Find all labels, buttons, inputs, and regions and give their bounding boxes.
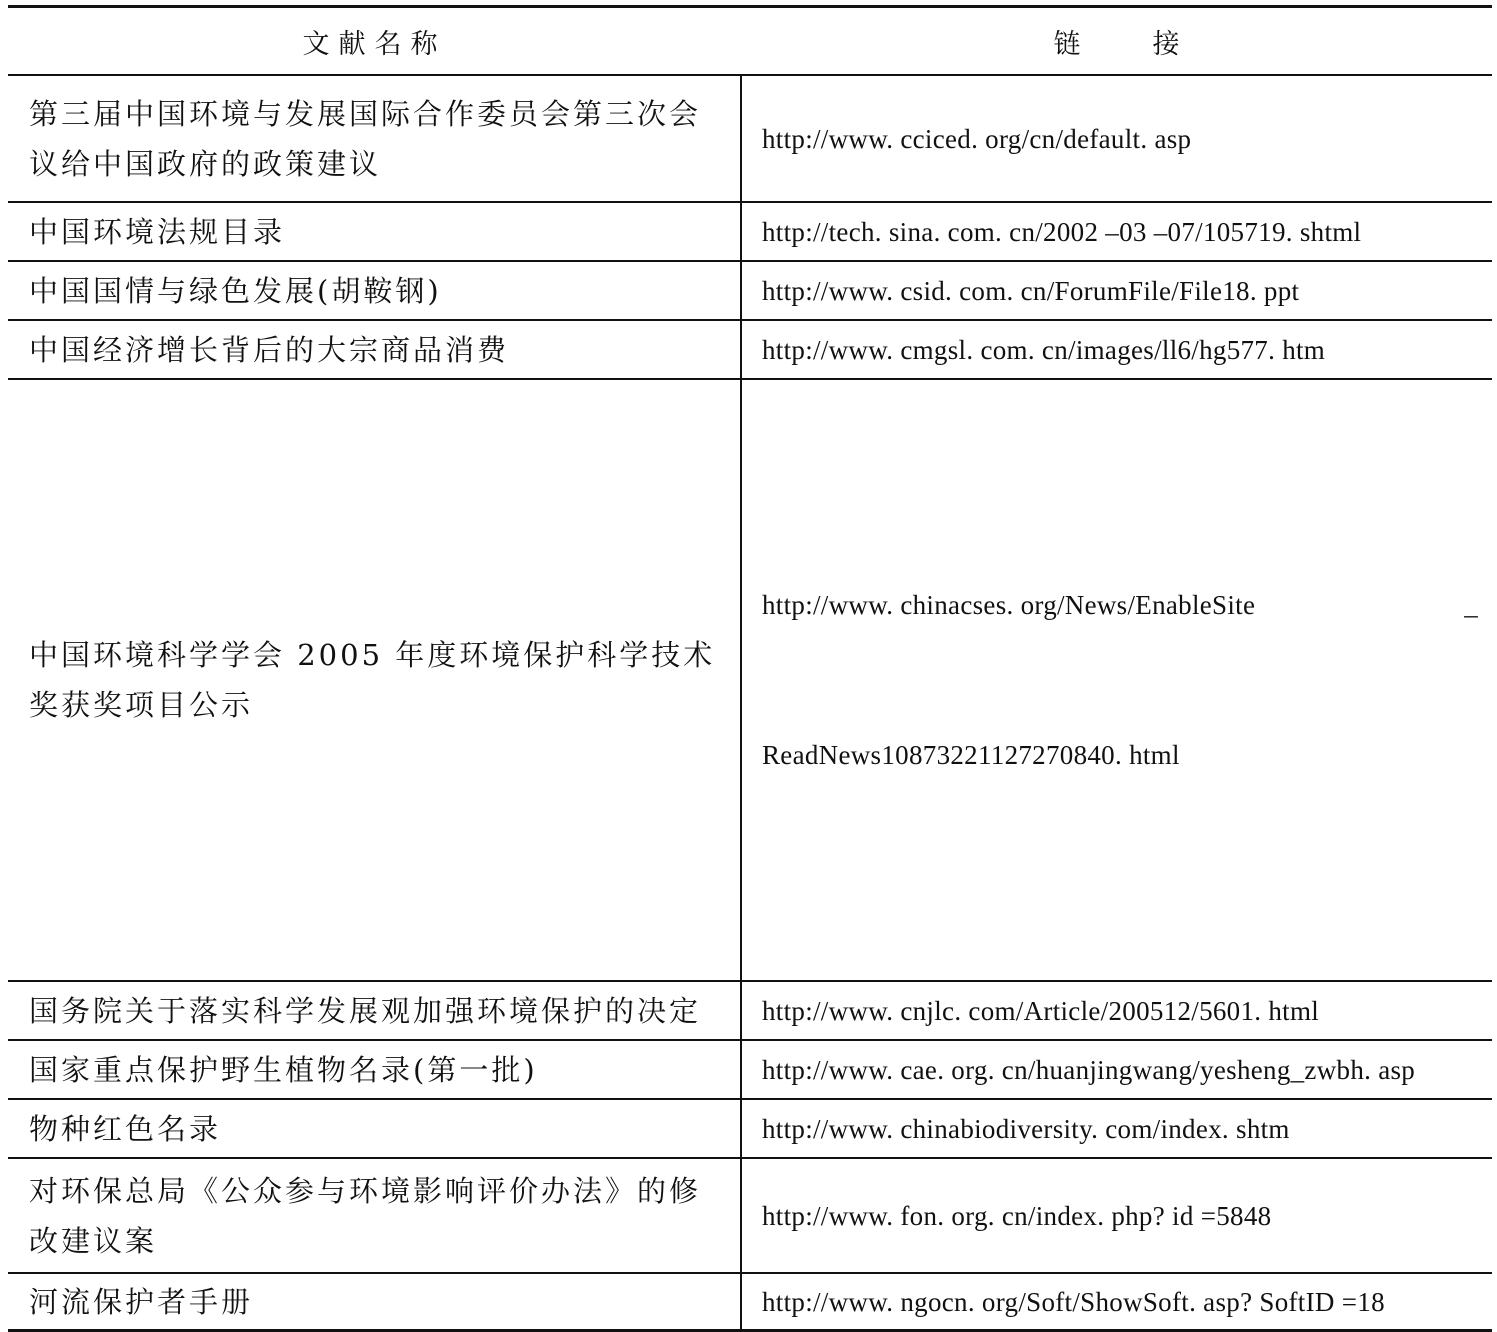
link-line-1-text[interactable]: http://www. chinacses. org/News/EnableSite [762, 590, 1256, 620]
table-header-row [8, 7, 1492, 76]
table-row [8, 981, 1492, 1040]
document-name-cell: 中国国情与绿色发展(胡鞍钢) [8, 261, 741, 320]
reference-table [8, 5, 1492, 1332]
link-cell[interactable]: http://www. cciced. org/cn/default. asp [741, 75, 1492, 202]
table-row [8, 75, 1492, 202]
link-cell[interactable]: http://tech. sina. com. cn/2002 –03 –07/105719. shtml [741, 202, 1492, 261]
link-cell[interactable] [741, 379, 1492, 981]
link-cell[interactable]: http://www. fon. org. cn/index. php? id =5848 [741, 1158, 1492, 1273]
link-cell[interactable]: http://www. chinabiodiversity. com/index. shtm [741, 1099, 1492, 1158]
link-hyphen: _ [1464, 590, 1478, 620]
table-row [8, 1273, 1492, 1331]
table-row [8, 1040, 1492, 1099]
document-name-cell: 中国经济增长背后的大宗商品消费 [8, 320, 741, 379]
link-cell[interactable]: http://www. cnjlc. com/Article/200512/5601. html [741, 981, 1492, 1040]
document-name-cell: 中国环境科学学会 2005 年度环境保护科学技术奖获奖项目公示 [8, 379, 741, 981]
table-row [8, 1099, 1492, 1158]
document-name-cell: 第三届中国环境与发展国际合作委员会第三次会议给中国政府的政策建议 [8, 75, 741, 202]
wrapped-link[interactable] [762, 480, 1484, 880]
link-cell[interactable]: http://www. cae. org. cn/huanjingwang/yesheng_zwbh. asp [741, 1040, 1492, 1099]
header-link: 链接 [741, 7, 1492, 76]
document-name-cell: 河流保护者手册 [8, 1273, 741, 1331]
header-document-name: 文献名称 [8, 7, 741, 76]
table-row [8, 1158, 1492, 1273]
table-row [8, 261, 1492, 320]
link-cell[interactable]: http://www. ngocn. org/Soft/ShowSoft. asp? SoftID =18 [741, 1273, 1492, 1331]
table-row [8, 379, 1492, 981]
document-name-cell: 国家重点保护野生植物名录(第一批) [8, 1040, 741, 1099]
link-cell[interactable]: http://www. cmgsl. com. cn/images/ll6/hg577. htm [741, 320, 1492, 379]
document-name-cell: 国务院关于落实科学发展观加强环境保护的决定 [8, 981, 741, 1040]
document-name-cell: 中国环境法规目录 [8, 202, 741, 261]
link-line-1[interactable] [762, 580, 1484, 630]
table-row [8, 320, 1492, 379]
table-row [8, 202, 1492, 261]
document-name-cell: 对环保总局《公众参与环境影响评价办法》的修改建议案 [8, 1158, 741, 1273]
link-line-2[interactable]: ReadNews10873221127270840. html [762, 740, 1180, 770]
document-name-cell: 物种红色名录 [8, 1099, 741, 1158]
link-cell[interactable]: http://www. csid. com. cn/ForumFile/File18. ppt [741, 261, 1492, 320]
